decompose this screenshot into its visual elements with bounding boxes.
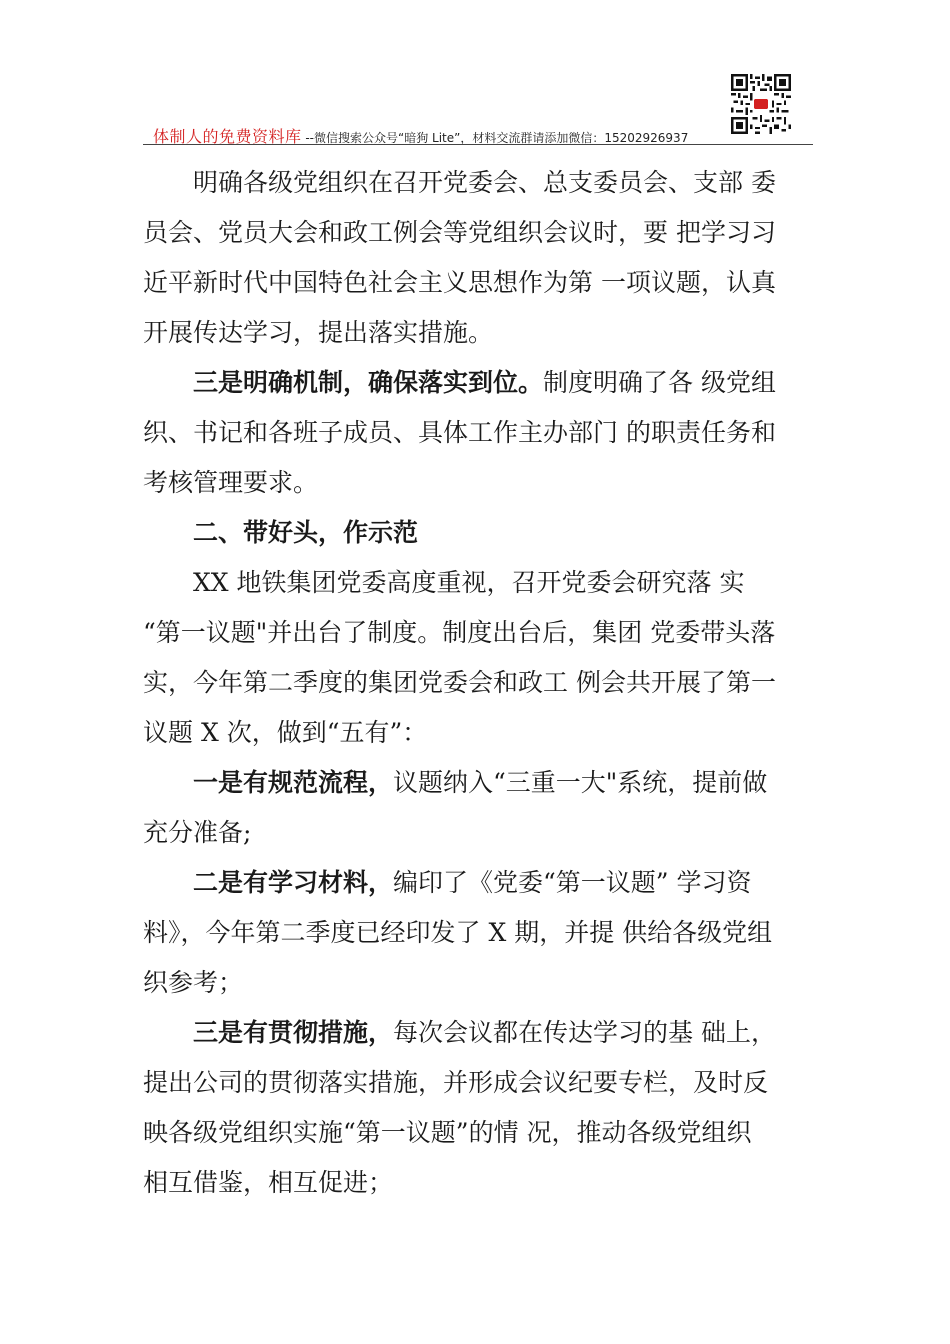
text-line xyxy=(143,1008,808,1058)
text-line xyxy=(143,758,808,808)
text-line: 员会、党员大会和政工例会等党组织会议时，要 把学习习 xyxy=(143,218,776,247)
paragraph-lead: 三是明确机制，确保落实到位。 xyxy=(193,368,544,397)
text-line xyxy=(143,358,808,408)
text-line: 相互借鉴，相互促进； xyxy=(143,1168,394,1197)
text-line: 近平新时代中国特色社会主义思想作为第 一项议题，认真 xyxy=(143,268,776,297)
paragraph xyxy=(143,158,808,358)
paragraph xyxy=(143,358,808,508)
text-line: 开展传达学习，提出落实措施。 xyxy=(143,318,494,347)
paragraph-lead: 一是有规范流程， xyxy=(193,768,394,797)
text-line: 料》，今年第二季度已经印发了 X 期，并提 供给各级党组 xyxy=(143,918,773,947)
paragraph xyxy=(143,758,808,858)
text-line: 考核管理要求。 xyxy=(143,468,319,497)
text-line: 充分准备; xyxy=(143,818,252,847)
page-header xyxy=(143,70,813,146)
text-run: 制度明确了各 级党组 xyxy=(543,368,776,397)
paragraph xyxy=(143,1008,808,1208)
text-line: 织、书记和各班子成员、具体工作主办部门 的职责任务和 xyxy=(143,418,776,447)
text-line xyxy=(143,858,808,908)
paragraph xyxy=(143,858,808,1008)
text-run: 议题纳入“三重一大"系统，提前做 xyxy=(393,768,768,797)
qr-code-icon xyxy=(731,74,791,134)
text-line: 织参考； xyxy=(143,968,244,997)
text-run: 每次会议都在传达学习的基 础上， xyxy=(393,1018,776,1047)
text-line: XX 地铁集团党委高度重视，召开党委会研究落 实 xyxy=(193,568,745,597)
header-tagline: --微信搜索公众号“暗狗 Lite”，材料交流群请添加微信：15202926937 xyxy=(301,131,689,145)
qr-logo-badge xyxy=(754,99,768,109)
text-line: 明确各级党组织在召开党委会、总支委员会、支部 委 xyxy=(193,168,776,197)
text-line: 映各级党组织实施“第一议题”的情 况，推动各级党组织 xyxy=(143,1118,752,1147)
text-line: 实，今年第二季度的集团党委会和政工 例会共开展了第一 xyxy=(143,668,776,697)
brand-name: 体制人的免费资料库 xyxy=(153,127,302,146)
text-line: 提出公司的贯彻落实措施，并形成会议纪要专栏，及时反 xyxy=(143,1068,769,1097)
paragraph-lead: 二是有学习材料， xyxy=(193,868,394,897)
text-run: 编印了《党委“第一议题” 学习资 xyxy=(393,868,752,897)
section-heading: 二、带好头，作示范 xyxy=(193,518,419,547)
text-line: 议题 X 次，做到“五有”： xyxy=(143,718,428,747)
paragraph-lead: 三是有贯彻措施， xyxy=(193,1018,394,1047)
document-body xyxy=(143,158,808,1208)
text-line: “第一议题"并出台了制度。制度出台后，集团 党委带头落 xyxy=(143,618,776,647)
paragraph xyxy=(143,558,808,758)
header-divider xyxy=(143,144,813,145)
